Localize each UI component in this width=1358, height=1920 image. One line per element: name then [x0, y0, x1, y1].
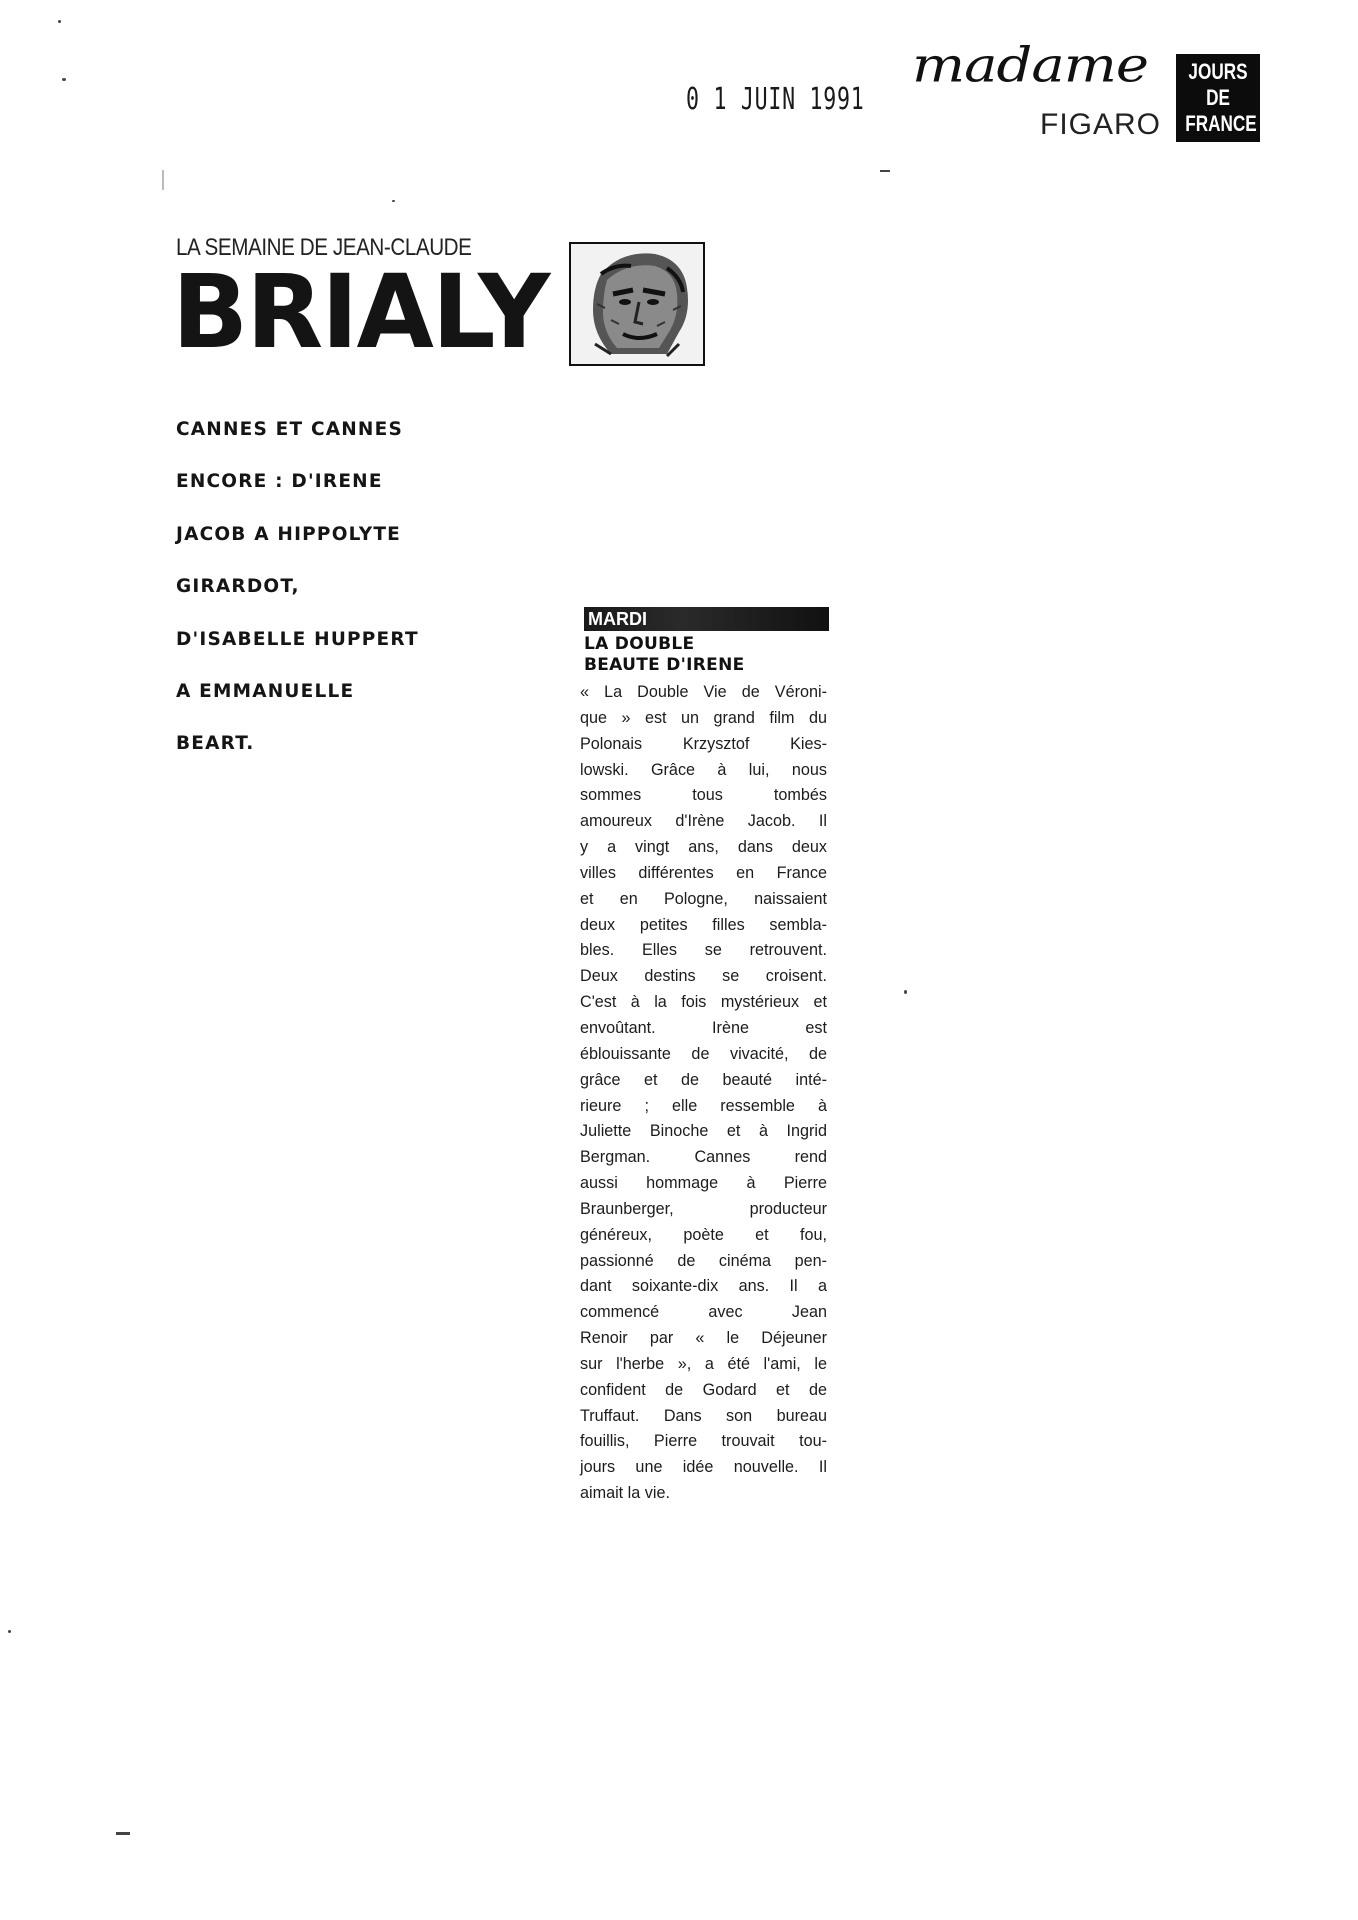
article-body-line: aimait la vie.: [580, 1484, 670, 1503]
article-body-line: Deux destins se croisent.: [580, 967, 827, 986]
scan-speck: [162, 170, 164, 190]
article-body-line: dant soixante-dix ans. Il a: [580, 1277, 827, 1296]
article-body-line: passionné de cinéma pen-: [580, 1251, 827, 1270]
article-body-line: C'est à la fois mystérieux et: [580, 993, 827, 1012]
article-body-line: envoûtant. Irène est: [580, 1018, 827, 1037]
portrait-drawing: [571, 244, 703, 364]
article-body-line: généreux, poète et fou,: [580, 1225, 827, 1244]
article-body-line: confident de Godard et de: [580, 1380, 827, 1399]
article-body-line: « La Double Vie de Véroni-: [580, 683, 827, 701]
article-body-line: rieure ; elle ressemble à: [580, 1096, 827, 1115]
article-body-line: aussi hommage à Pierre: [580, 1174, 827, 1193]
article-body-line: jours une idée nouvelle. Il: [580, 1458, 827, 1477]
day-banner: [584, 607, 829, 631]
article-body-line: villes différentes en France: [580, 863, 827, 882]
lead-line: JACOB A HIPPOLYTE: [176, 523, 401, 545]
portrait-illustration: [569, 242, 705, 366]
lead-line: GIRARDOT,: [176, 576, 300, 598]
scan-speck: [904, 990, 907, 994]
article-title-line: LA DOUBLE: [584, 634, 695, 654]
jours-de-france-badge: [1176, 54, 1260, 142]
badge-line: JOURS: [1188, 59, 1248, 84]
scan-speck: [392, 200, 395, 202]
article-body-line: et en Pologne, naissaient: [580, 889, 827, 908]
article-body-line: bles. Elles se retrouvent.: [580, 941, 827, 960]
article-body-line: amoureux d'Irène Jacob. Il: [580, 812, 827, 831]
article-body-line: Braunberger, producteur: [580, 1199, 827, 1218]
article-title-line: BEAUTE D'IRENE: [584, 655, 745, 675]
article-body-line: grâce et de beauté inté-: [580, 1070, 827, 1089]
day-label: MARDI: [588, 609, 647, 629]
lead-line: A EMMANUELLE: [176, 681, 355, 703]
article-body-line: sur l'herbe », a été l'ami, le: [580, 1354, 827, 1373]
column-kicker: LA SEMAINE DE JEAN-CLAUDE: [176, 234, 472, 261]
column-name: BRIALY: [172, 253, 549, 372]
scan-speck: [62, 78, 66, 81]
lead-line: D'ISABELLE HUPPERT: [176, 628, 419, 650]
article-body-line: lowski. Grâce à lui, nous: [580, 760, 827, 779]
article-body-line: Bergman. Cannes rend: [580, 1148, 827, 1167]
article-body-line: sommes tous tombés: [580, 786, 827, 805]
lead-line: CANNES ET CANNES: [176, 419, 403, 440]
scan-speck: [58, 20, 61, 23]
article-body-line: que » est un grand film du: [580, 708, 827, 727]
lead-line: ENCORE : D'IRENE: [176, 471, 383, 493]
article-body-line: éblouissante de vivacité, de: [580, 1044, 827, 1063]
article-title: [584, 634, 834, 676]
scan-speck: [880, 170, 890, 172]
article-body: [580, 680, 827, 1507]
article-body-line: deux petites filles sembla-: [580, 915, 827, 934]
article-body-line: commencé avec Jean: [580, 1303, 827, 1322]
badge-line: FRANCE: [1185, 111, 1257, 136]
date-stamp: 0 1 JUIN 1991: [686, 82, 865, 117]
article-body-line: Polonais Krzysztof Kies-: [580, 734, 827, 753]
badge-line: DE: [1206, 85, 1230, 110]
scan-speck: [8, 1630, 11, 1633]
article-body-line: fouillis, Pierre trouvait tou-: [580, 1432, 827, 1451]
lead-line: BEART.: [176, 733, 255, 755]
madame-logo-text: madame: [912, 38, 1148, 94]
lead-text: [176, 404, 456, 771]
article-body-line: Truffaut. Dans son bureau: [580, 1406, 827, 1425]
scan-speck: [116, 1832, 130, 1835]
article-body-line: Renoir par « le Déjeuner: [580, 1329, 827, 1348]
figaro-logo-text: FIGARO: [1040, 108, 1162, 141]
article-body-line: y a vingt ans, dans deux: [580, 838, 827, 857]
article-body-line: Juliette Binoche et à Ingrid: [580, 1122, 827, 1141]
